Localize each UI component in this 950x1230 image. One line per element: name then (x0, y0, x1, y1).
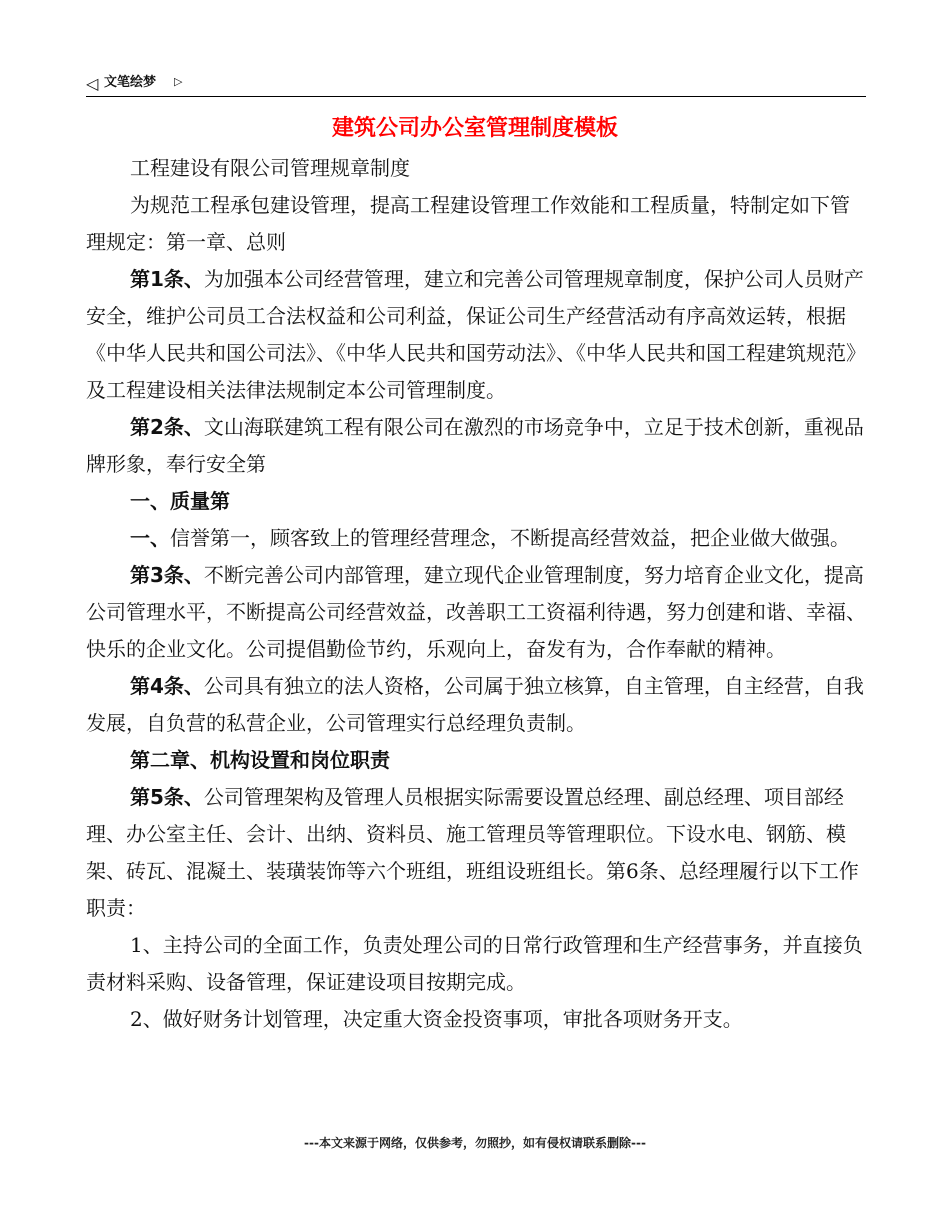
article-paragraph: 第4条、公司具有独立的法人资格，公司属于独立核算，自主管理，自主经营，自我发展，自负营的私营企业，公司管理实行总经理负责制。 (86, 674, 864, 735)
paragraph: 工程建设有限公司管理规章制度 (130, 156, 410, 180)
page-footer: ---本文来源于网络，仅供参考，勿照抄，如有侵权请联系删除--- (304, 1136, 646, 1150)
article-paragraph: 第2条、文山海联建筑工程有限公司在激烈的市场竞争中，立足于技术创新，重视品牌形象，奉行安全第 (86, 415, 864, 476)
paragraph: 一、信誉第一，顾客致上的管理经营理念，不断提高经营效益，把企业做大做强。 (130, 526, 850, 550)
list-item: 2、做好财务计划管理，决定重大资金投资事项，审批各项财务开支。 (130, 1007, 743, 1031)
article-number: 第1条、 (130, 267, 204, 291)
left-triangle-icon: ◁ (86, 74, 99, 93)
list-item: 1、主持公司的全面工作，负责处理公司的日常行政管理和生产经营事务，并直接负责材料采购、设备管理，保证建设项目按期完成。 (86, 933, 863, 994)
chapter-heading: 第二章、机构设置和岗位职责 (130, 748, 390, 772)
article-paragraph: 第5条、公司管理架构及管理人员根据实际需要设置总经理、副总经理、项目部经理、办公室主任、会计、出纳、资料员、施工管理员等管理职位。下设水电、钢筋、模架、砖瓦、混凝土、装璜装饰等六个班组，班组设班组长。第6条、总经理履行以下工作职责： (86, 785, 859, 920)
right-triangle-icon: ▷ (174, 75, 183, 88)
paragraph: 为规范工程承包建设管理，提高工程建设管理工作效能和工程质量，特制定如下管理规定：第一章、总则 (86, 193, 850, 254)
section-heading: 一、质量第 (130, 489, 230, 513)
header-brand: 文笔绘梦 (104, 75, 157, 90)
page-header (86, 72, 866, 97)
article-paragraph: 第3条、不断完善公司内部管理，建立现代企业管理制度，努力培育企业文化，提高公司管理水平，不断提高公司经营效益，改善职工工资福利待遇，努力创建和谐、幸福、快乐的企业文化。公司提倡勤俭节约，乐观向上，奋发有为，合作奉献的精神。 (86, 563, 866, 661)
document-title: 建筑公司办公室管理制度模板 (331, 116, 618, 141)
document-body (86, 150, 866, 1038)
article-number: 第5条、 (130, 785, 204, 809)
article-paragraph: 第1条、为加强本公司经营管理，建立和完善公司管理规章制度，保护公司人员财产安全，维护公司员工合法权益和公司利益，保证公司生产经营活动有序高效运转，根据《中华人民共和国公司法》、《中华人民共和国劳动法》、《中华人民共和国工程建筑规范》及工程建设相关法律法规制定本公司管理制度。 (86, 267, 866, 402)
article-number: 第2条、 (130, 415, 204, 439)
article-number: 第3条、 (130, 563, 204, 587)
article-number: 第4条、 (130, 674, 204, 698)
